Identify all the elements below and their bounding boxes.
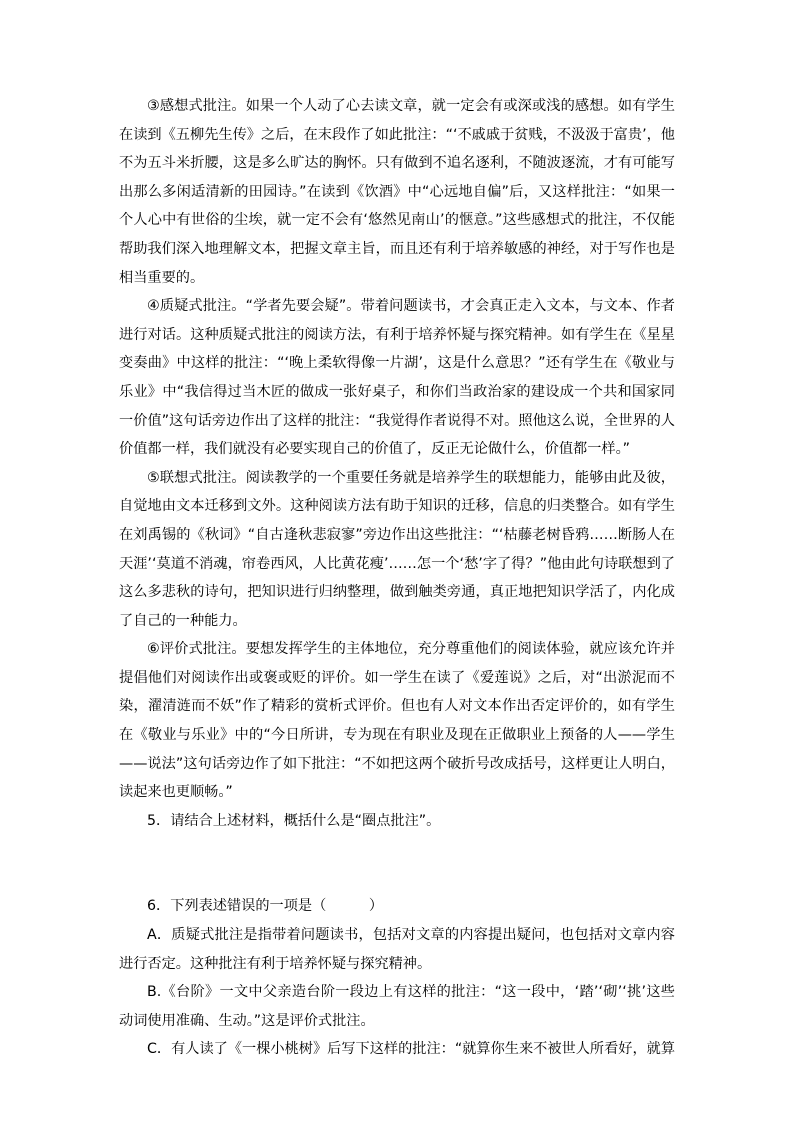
paragraph-evaluative-annotation: ⑥评价式批注。要想发挥学生的主体地位，充分尊重他们的阅读体验，就应该允许并提倡他们对阅读作出或褒或贬的评价。如一学生在读了《爱莲说》之后，对“出淤泥而不染，濯清涟而不妖”作了精彩的赏析式评价。但也有人对文本作出否定评价的，如有学生在《敬业与乐业》中的“今日所讲，专为现在有职业及现在正做职业上预备的人——学生——说法”这句话旁边作了如下批注：“不如把这两个破折号改成括号，这样更让人明白，读起来也更顺畅。” (119, 641, 675, 801)
question-5: 5．请结合上述材料，概括什么是“圈点批注”。 (147, 812, 441, 829)
paragraph-reflective-annotation: ③感想式批注。如果一个人动了心去读文章，就一定会有或深或浅的感想。如有学生在读到《五柳先生传》之后，在末段作了如此批注：“‘不戚戚于贫贱，不汲汲于富贵’，他不为五斗米折腰，这是多么旷达的胸怀。只有做到不追名逐利，不随波逐流，才有可能写出那么多闲适清新的田园诗。”在读到《饮酒》中“心远地自偏”后，又这样批注：“如果一个人心中有世俗的尘埃，就一定不会有‘悠然见南山’的惬意。”这些感想式的批注，不仅能帮助我们深入地理解文本，把握文章主旨，而且还有利于培养敏感的神经，对于写作也是相当重要的。 (119, 98, 675, 286)
question-6-option-b: B.《台阶》一文中父亲造台阶一段边上有这样的批注：“这一段中，‘踏’‘砌’‘挑’这些动词使用准确、生动。”这是评价式批注。 (119, 984, 675, 1029)
paragraph-associative-annotation: ⑤联想式批注。阅读教学的一个重要任务就是培养学生的联想能力，能够由此及彼，自觉地由文本迁移到文外。这种阅读方法有助于知识的迁移，信息的归类整合。如有学生在刘禹锡的《秋词》“自古逢秋悲寂寥”旁边作出这些批注：“‘枯藤老树昏鸦……断肠人在天涯’‘莫道不消魂，帘卷西风，人比黄花瘦’……怎一个‘愁’字了得？”他由此句诗联想到了这么多悲秋的诗句，把知识进行归纳整理，做到触类旁通，真正地把知识学活了，内化成了自己的一种能力。 (119, 469, 675, 629)
question-6-option-a: A．质疑式批注是指带着问题读书，包括对文章的内容提出疑问，也包括对文章内容进行否定。这种批注有利于培养怀疑与探究精神。 (119, 927, 675, 972)
paragraph-questioning-annotation: ④质疑式批注。“学者先要会疑”。带着问题读书，才会真正走入文本，与文本、作者进行对话。这种质疑式批注的阅读方法，有利于培养怀疑与探究精神。如有学生在《星星变奏曲》中这样的批注：“‘晚上柔软得像一片湖’，这是什么意思？”还有学生在《敬业与乐业》中“我信得过当木匠的做成一张好桌子，和你们当政治家的建设成一个共和国家同一价值”这句话旁边作出了这样的批注：“我觉得作者说得不对。照他这么说，全世界的人价值都一样，我们就没有必要实现自己的价值了，反正无论做什么，价值都一样。” (119, 298, 675, 458)
document-page (119, 92, 675, 1064)
question-6-stem: 6．下列表述错误的一项是（ ） (147, 898, 384, 915)
question-6-option-c: C．有人读了《一棵小桃树》后写下这样的批注：“就算你生来不被世人所看好，就算 (147, 1041, 676, 1058)
